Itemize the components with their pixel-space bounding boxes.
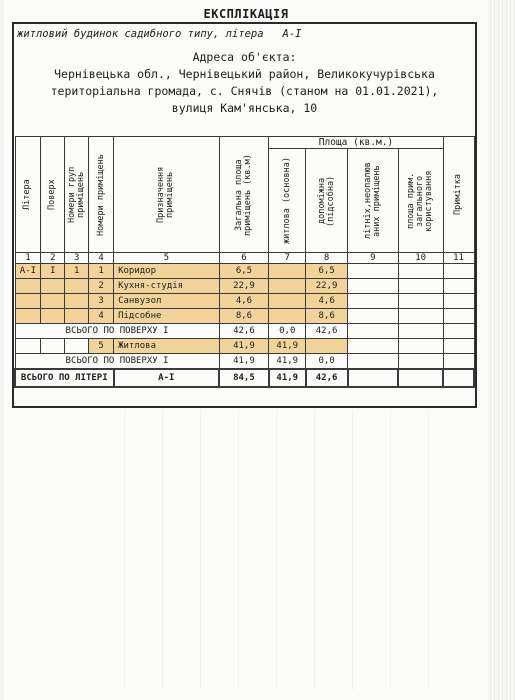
cell-dopomizhna: 4,6	[306, 294, 348, 309]
cell-zhytlova	[269, 309, 306, 324]
address-line-3: вулиця Кам'янська, 10	[171, 101, 318, 115]
table-row	[15, 294, 474, 309]
cell-name: Підсобне	[114, 309, 220, 324]
cell-empty	[348, 264, 399, 279]
header-prymitka: Примітка	[443, 137, 474, 253]
cell-dopomizhna: 8,6	[306, 309, 348, 324]
colnum: 5	[114, 253, 220, 264]
cell-zhytlova	[269, 279, 306, 294]
address-label: Адреса об'єкта:	[192, 50, 297, 64]
floor-total-row	[15, 324, 474, 339]
cell-dopomizhna: 42,6	[306, 369, 348, 387]
colnum: 3	[65, 253, 89, 264]
cell-name: Кухня-студія	[114, 279, 220, 294]
cell-empty	[348, 324, 399, 339]
header-zhytlova: житлова (основна)	[269, 149, 306, 253]
cell-empty	[398, 354, 443, 370]
cell-dopomizhna: 6,5	[306, 264, 348, 279]
cell-poverh: І	[41, 264, 65, 279]
floor-total-label: ВСЬОГО ПО ПОВЕРХУ І	[15, 354, 219, 370]
cell-grupa	[65, 309, 89, 324]
cell-empty	[348, 279, 399, 294]
table-row	[15, 279, 474, 294]
cell-dopomizhna: 0,0	[306, 354, 348, 370]
cell-grupa: 1	[65, 264, 89, 279]
page-edge	[490, 0, 515, 700]
floor-total-row	[15, 354, 474, 370]
cell-poverh	[41, 309, 65, 324]
litera-total-row	[15, 369, 474, 387]
document-title: ЕКСПЛІКАЦІЯ	[203, 7, 289, 21]
cell-empty	[15, 339, 41, 354]
cell-nomer: 5	[89, 339, 114, 354]
cell-zhytlova: 41,9	[269, 369, 306, 387]
subtitle	[17, 28, 301, 40]
cell-empty	[398, 339, 443, 354]
address-line-2: територіальна громада, с. Снячів (станом на 01.01.2021),	[50, 84, 439, 98]
colnum: 11	[443, 253, 474, 264]
cell-litera: А-І	[15, 264, 41, 279]
cell-empty	[398, 279, 443, 294]
cell-empty	[348, 369, 399, 387]
cell-empty	[398, 324, 443, 339]
cell-empty	[443, 339, 474, 354]
cell-poverh	[41, 279, 65, 294]
cell-total: 4,6	[219, 294, 269, 309]
colnum: 9	[348, 253, 399, 264]
cell-zhytlova	[269, 264, 306, 279]
colnum: 7	[269, 253, 306, 264]
cell-dopomizhna: 22,9	[306, 279, 348, 294]
cell-zhytlova: 41,9	[269, 339, 306, 354]
cell-total: 42,6	[219, 324, 269, 339]
cell-poverh	[41, 294, 65, 309]
floor-total-label: ВСЬОГО ПО ПОВЕРХУ І	[15, 324, 219, 339]
cell-dopomizhna	[306, 339, 348, 354]
header-litnikh: літніх,неопалюв аних приміщень	[348, 149, 399, 253]
cell-dopomizhna: 42,6	[306, 324, 348, 339]
header-area-group: Площа (кв.м.)	[269, 137, 443, 149]
table-row	[15, 339, 474, 354]
cell-grupa	[65, 279, 89, 294]
cell-total: 41,9	[219, 354, 269, 370]
litera-total-litera: А-І	[114, 369, 220, 387]
header-litera: Літера	[15, 137, 41, 253]
cell-nomer: 3	[89, 294, 114, 309]
header-zahalna-ploshcha: Загальна площа приміщень (кв.м)	[219, 137, 269, 253]
cell-empty	[398, 369, 443, 387]
cell-empty	[398, 294, 443, 309]
colnum: 4	[89, 253, 114, 264]
header-pryznachennia: Призначення приміщень	[114, 137, 220, 253]
cell-zhytlova	[269, 294, 306, 309]
cell-empty	[398, 264, 443, 279]
cell-empty	[443, 369, 474, 387]
cell-total: 41,9	[219, 339, 269, 354]
bleed-through-lines	[124, 410, 464, 690]
address-line-1: Чернівецька обл., Чернівецький район, Великокучурівська	[54, 67, 435, 81]
column-number-row	[15, 253, 474, 264]
header-dopomizhna: допоміжна (підсобна)	[306, 149, 348, 253]
subtitle-litera: А-І	[282, 28, 302, 40]
cell-name: Санвузол	[114, 294, 220, 309]
table-row	[15, 309, 474, 324]
cell-litera	[15, 309, 41, 324]
cell-empty	[348, 294, 399, 309]
cell-litera	[15, 279, 41, 294]
cell-empty	[348, 354, 399, 370]
cell-nomer: 1	[89, 264, 114, 279]
cell-total: 6,5	[219, 264, 269, 279]
cell-empty	[65, 339, 89, 354]
cell-grupa	[65, 294, 89, 309]
subtitle-prefix: житловий будинок садибного типу, літера	[17, 28, 264, 40]
cell-total: 22,9	[219, 279, 269, 294]
colnum: 2	[41, 253, 65, 264]
colnum: 8	[306, 253, 348, 264]
header-nomery-grup: Номери груп приміщень	[65, 137, 89, 253]
cell-empty	[443, 354, 474, 370]
header-nomery-prymishchen: Номери приміщень	[89, 137, 114, 253]
cell-empty	[348, 309, 399, 324]
cell-empty	[443, 264, 474, 279]
cell-empty	[443, 279, 474, 294]
header-prym-zahalnoho: площа прим. загального користування	[398, 149, 443, 253]
cell-empty	[348, 339, 399, 354]
colnum: 1	[15, 253, 41, 264]
cell-total: 8,6	[219, 309, 269, 324]
cell-litera	[15, 294, 41, 309]
header-poverh: Поверх	[41, 137, 65, 253]
litera-total-label: ВСЬОГО ПО ЛІТЕРІ	[15, 369, 114, 387]
cell-name: Коридор	[114, 264, 220, 279]
cell-name: Житлова	[114, 339, 220, 354]
cell-empty	[398, 309, 443, 324]
cell-empty	[443, 294, 474, 309]
cell-nomer: 2	[89, 279, 114, 294]
colnum: 6	[219, 253, 269, 264]
document-page	[4, 0, 488, 700]
cell-zhytlova: 0,0	[269, 324, 306, 339]
cell-empty	[443, 309, 474, 324]
cell-zhytlova: 41,9	[269, 354, 306, 370]
cell-empty	[41, 339, 65, 354]
table-row	[15, 264, 474, 279]
cell-total: 84,5	[219, 369, 269, 387]
explication-table	[14, 136, 475, 388]
colnum: 10	[398, 253, 443, 264]
cell-empty	[443, 324, 474, 339]
cell-nomer: 4	[89, 309, 114, 324]
